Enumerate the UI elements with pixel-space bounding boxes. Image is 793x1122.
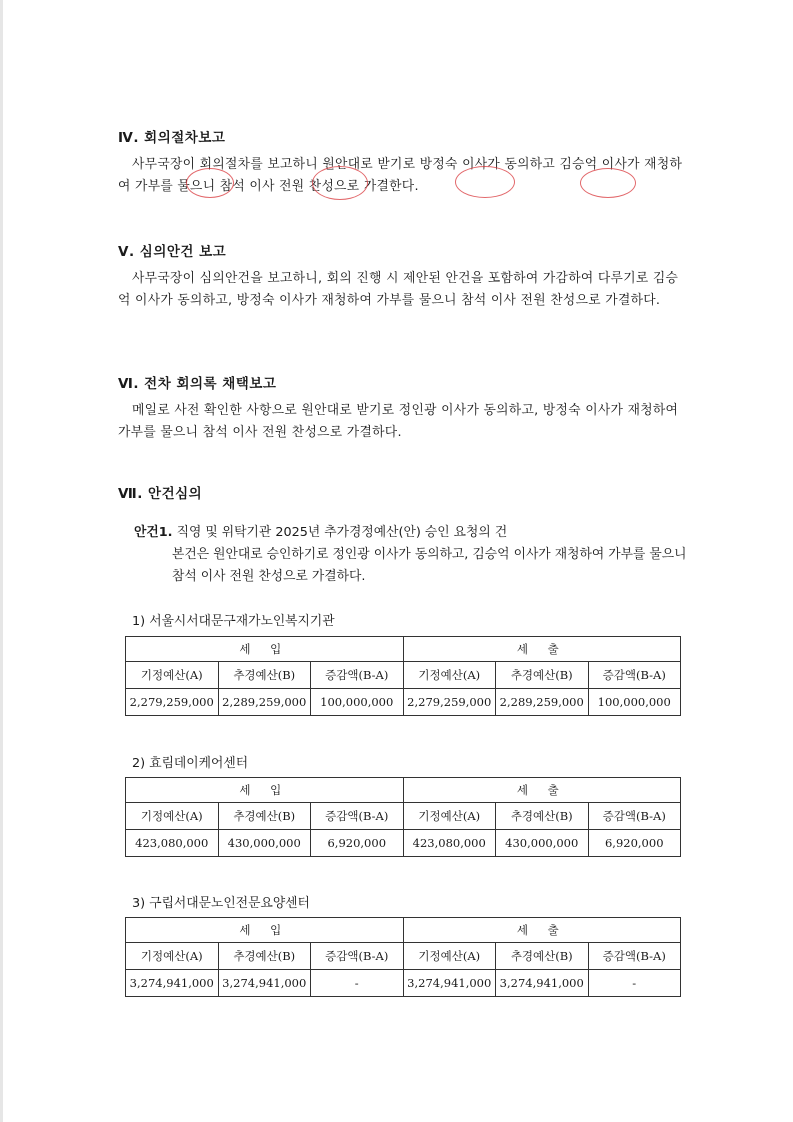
section-heading: Ⅳ. 회의절차보고 [118, 130, 226, 146]
budget-table-title: 1) 서울시서대문구재가노인복지기관 [132, 614, 335, 629]
column-header: 증감액(B-A) [588, 943, 681, 970]
budget-table-wrap [125, 917, 685, 997]
budget-table [125, 917, 681, 997]
table-cell: 430,000,000 [218, 830, 311, 857]
table-cell: 2,279,259,000 [126, 689, 219, 716]
section-agenda-report [118, 240, 688, 312]
budget-table-title: 3) 구립서대문노인전문요양센터 [132, 896, 310, 911]
signature-stamp [312, 166, 368, 200]
table-cell: 423,080,000 [126, 830, 219, 857]
agenda-item-1 [134, 522, 694, 588]
scan-edge [0, 0, 3, 1122]
table-cell: 100,000,000 [588, 689, 681, 716]
column-header: 추경예산(B) [496, 803, 589, 830]
column-header: 기정예산(A) [126, 943, 219, 970]
budget-table-block [132, 610, 702, 637]
column-header: 기정예산(A) [403, 803, 496, 830]
income-header: 세 입 [126, 637, 404, 662]
column-header: 기정예산(A) [126, 662, 219, 689]
expense-header: 세 출 [403, 918, 681, 943]
agenda-item-title [134, 522, 694, 544]
budget-table-block [132, 752, 702, 779]
section-body: 사무국장이 심의안건을 보고하니, 회의 진행 시 제안된 안건을 포함하여 가감하여 다루기로 김승억 이사가 동의하고, 방정숙 이사가 재청하여 가부를 물으니 참석 이사 전원 찬성으로 가결하다. [118, 271, 679, 308]
section-agenda-deliberation [118, 482, 688, 510]
column-header: 증감액(B-A) [588, 803, 681, 830]
budget-table [125, 636, 681, 716]
agenda-item-subject: 직영 및 위탁기관 2025년 추가경정예산(안) 승인 요청의 건 [176, 525, 508, 540]
column-header: 증감액(B-A) [311, 662, 404, 689]
column-header: 추경예산(B) [218, 803, 311, 830]
column-header: 증감액(B-A) [311, 943, 404, 970]
signature-stamp [580, 168, 636, 198]
section-body: 사무국장이 회의절차를 보고하니 원안대로 받기로 방정숙 이사가 동의하고 김승억 이사가 재청하여 가부를 물으니 참석 이사 전원 찬성으로 가결한다. [118, 157, 683, 194]
table-cell: - [311, 970, 404, 997]
column-header: 기정예산(A) [403, 943, 496, 970]
section-previous-minutes [118, 372, 688, 444]
signature-stamp [455, 166, 515, 198]
table-row [126, 689, 681, 716]
expense-header: 세 출 [403, 778, 681, 803]
column-header: 추경예산(B) [218, 662, 311, 689]
column-header: 기정예산(A) [126, 803, 219, 830]
table-cell: 3,274,941,000 [403, 970, 496, 997]
agenda-item-body: 본건은 원안대로 승인하기로 정인광 이사가 동의하고, 김승억 이사가 재청하여 가부를 물으니 참석 이사 전원 찬성으로 가결하다. [172, 547, 687, 584]
table-cell: 2,289,259,000 [496, 689, 589, 716]
column-header: 추경예산(B) [496, 662, 589, 689]
income-header: 세 입 [126, 918, 404, 943]
table-row [126, 970, 681, 997]
agenda-item-label: 안건1. [134, 525, 173, 540]
section-heading: Ⅵ. 전차 회의록 채택보고 [118, 376, 277, 392]
table-cell: 430,000,000 [496, 830, 589, 857]
section-body: 메일로 사전 확인한 사항으로 원안대로 받기로 정인광 이사가 동의하고, 방정숙 이사가 재청하여 가부를 물으니 참석 이사 전원 찬성으로 가결하다. [118, 403, 679, 440]
signature-stamp [186, 168, 234, 198]
section-heading: Ⅶ. 안건심의 [118, 486, 203, 502]
expense-header: 세 출 [403, 637, 681, 662]
budget-table-block [132, 892, 702, 919]
budget-table [125, 777, 681, 857]
column-header: 증감액(B-A) [311, 803, 404, 830]
column-header: 추경예산(B) [496, 943, 589, 970]
section-heading: Ⅴ. 심의안건 보고 [118, 244, 227, 260]
income-header: 세 입 [126, 778, 404, 803]
column-header: 증감액(B-A) [588, 662, 681, 689]
table-cell: 2,289,259,000 [218, 689, 311, 716]
table-row [126, 830, 681, 857]
table-cell: 100,000,000 [311, 689, 404, 716]
budget-table-title: 2) 효림데이케어센터 [132, 756, 249, 771]
table-cell: 423,080,000 [403, 830, 496, 857]
table-cell: 3,274,941,000 [496, 970, 589, 997]
table-cell: 6,920,000 [311, 830, 404, 857]
table-cell: 3,274,941,000 [218, 970, 311, 997]
column-header: 추경예산(B) [218, 943, 311, 970]
budget-table-wrap [125, 777, 685, 857]
budget-table-wrap [125, 636, 685, 716]
table-cell: - [588, 970, 681, 997]
table-cell: 6,920,000 [588, 830, 681, 857]
table-cell: 3,274,941,000 [126, 970, 219, 997]
column-header: 기정예산(A) [403, 662, 496, 689]
table-cell: 2,279,259,000 [403, 689, 496, 716]
